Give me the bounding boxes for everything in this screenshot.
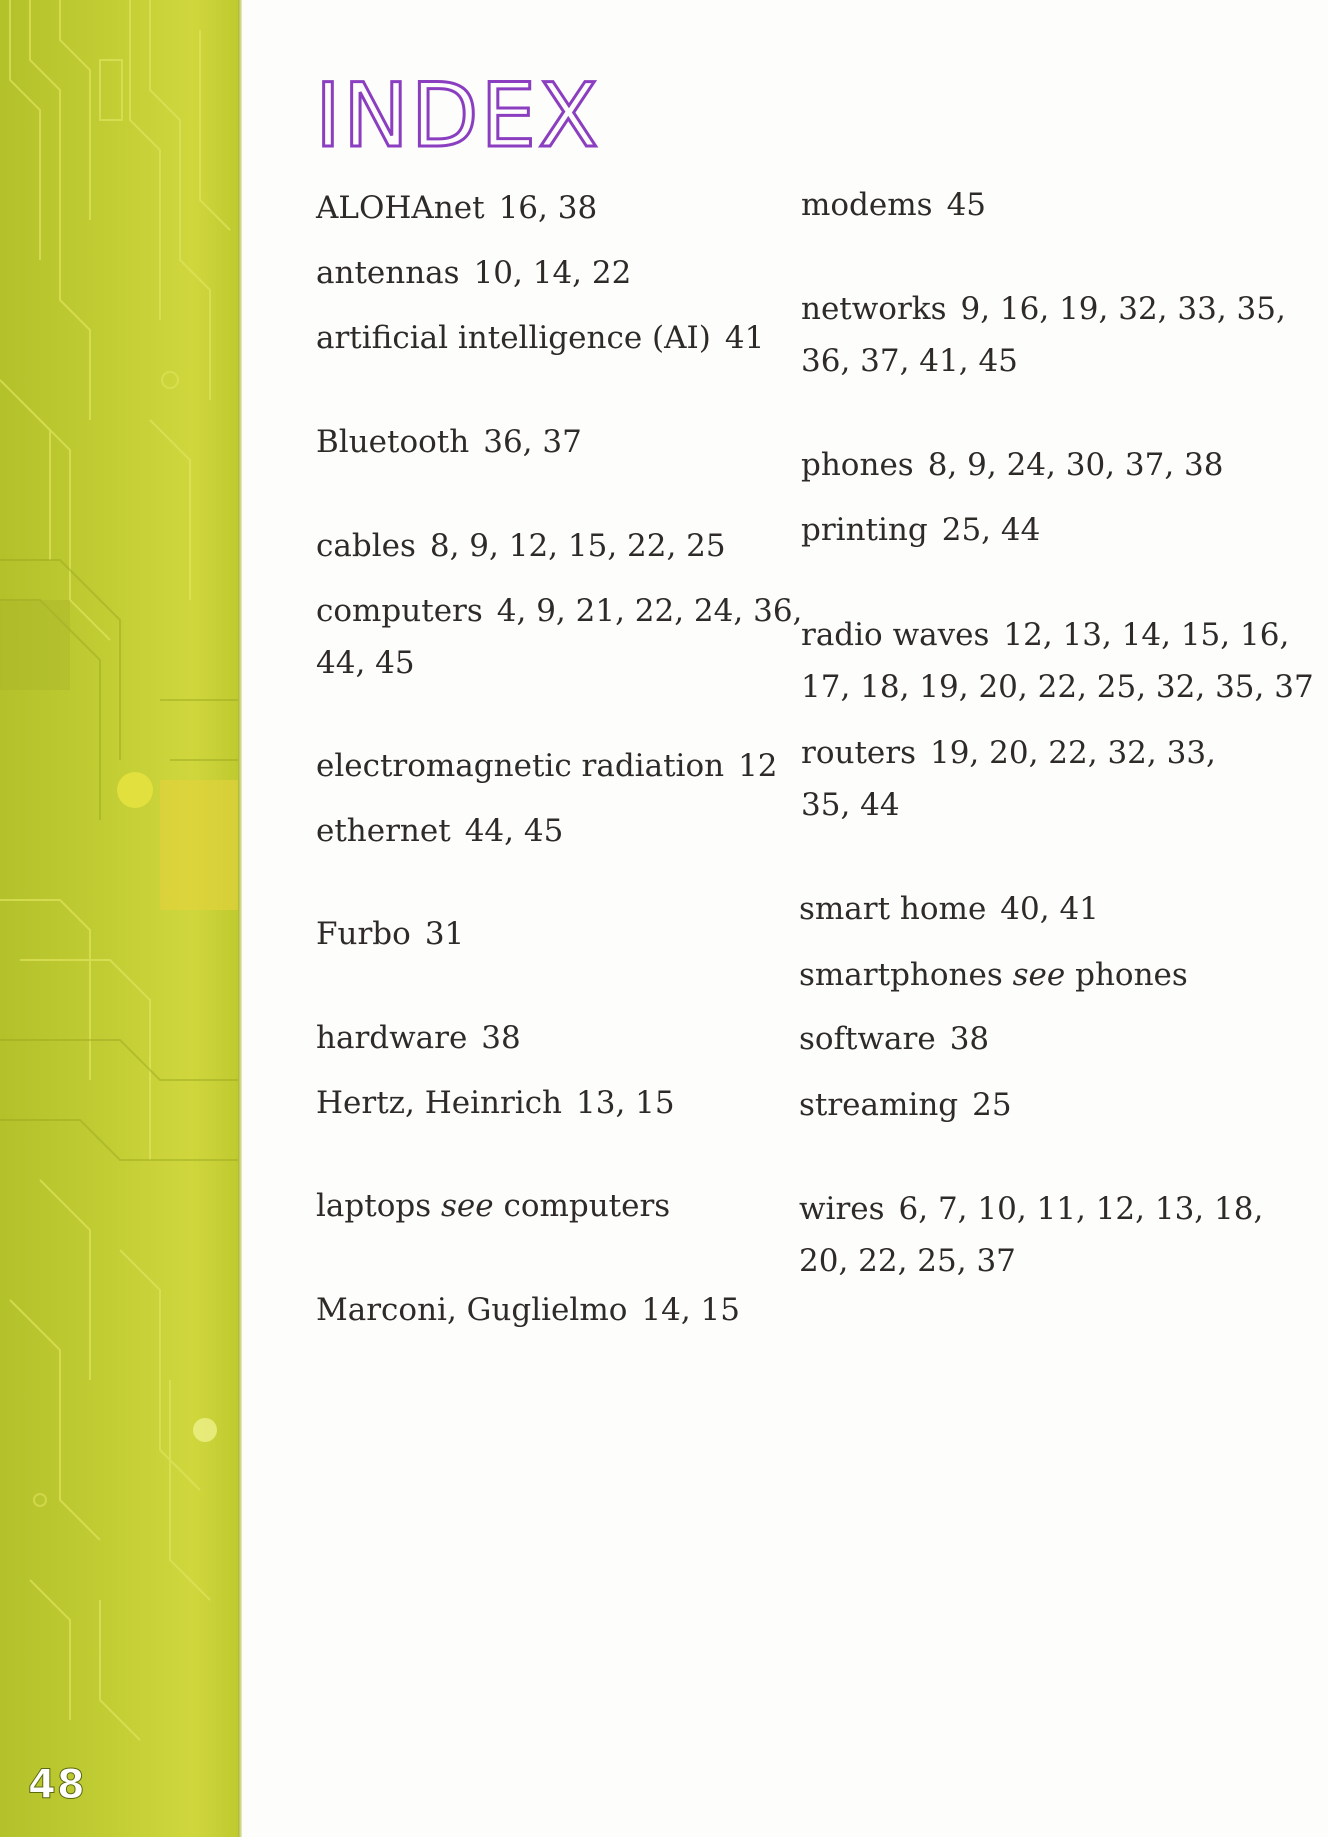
entry-term: smart home xyxy=(799,891,987,927)
index-entry-cables xyxy=(316,520,726,572)
side-strip-circuit-decoration xyxy=(0,0,240,1837)
entry-term: ALOHAnet xyxy=(316,190,485,226)
index-entry-networks xyxy=(801,283,1286,387)
entry-pages-continued: 35, 44 xyxy=(801,787,900,823)
entry-pages: 12, 13, 14, 15, 16, xyxy=(1003,617,1290,653)
entry-pages-continued: 44, 45 xyxy=(316,645,415,681)
strip-edge-divider xyxy=(238,0,242,1837)
entry-term: artificial intelligence (AI) xyxy=(316,320,711,356)
entry-pages: 44, 45 xyxy=(464,813,564,849)
entry-see: see xyxy=(1012,957,1066,993)
index-entry-wires xyxy=(799,1183,1263,1287)
index-title: INDEX xyxy=(315,64,601,167)
entry-term: radio waves xyxy=(801,617,990,653)
index-entry-ethernet xyxy=(316,805,563,857)
entry-term: hardware xyxy=(316,1020,468,1056)
entry-term: antennas xyxy=(316,255,460,291)
entry-line-1 xyxy=(801,283,1286,335)
entry-see: see xyxy=(440,1188,494,1224)
entry-pages: 14, 15 xyxy=(641,1292,740,1328)
entry-pages: 16, 38 xyxy=(498,190,598,226)
entry-pages-continued: 20, 22, 25, 37 xyxy=(799,1243,1016,1279)
entry-pages: 8, 9, 12, 15, 22, 25 xyxy=(429,528,726,564)
entry-cross-reference: computers xyxy=(503,1188,671,1224)
entry-term: laptops xyxy=(316,1188,432,1224)
entry-term: Bluetooth xyxy=(316,424,470,460)
index-entry-marconi-guglielmo xyxy=(316,1284,740,1336)
entry-pages: 45 xyxy=(946,187,987,223)
entry-pages: 36, 37 xyxy=(483,424,582,460)
entry-pages: 12 xyxy=(738,748,778,784)
entry-pages: 41 xyxy=(724,320,765,356)
entry-term: computers xyxy=(316,593,483,629)
index-entry-smartphones xyxy=(799,949,1188,1001)
entry-term: networks xyxy=(801,291,947,327)
index-entry-antennas xyxy=(316,247,631,299)
entry-line-1 xyxy=(801,727,1216,779)
index-entry-printing xyxy=(801,504,1040,556)
index-entry-modems xyxy=(801,179,986,231)
entry-pages: 10, 14, 22 xyxy=(473,255,632,291)
index-entry-computers xyxy=(316,585,802,689)
entry-term: Marconi, Guglielmo xyxy=(316,1292,628,1328)
index-entry-electromagnetic-radiation xyxy=(316,740,778,792)
entry-term: smartphones xyxy=(799,957,1003,993)
index-entry-routers xyxy=(801,727,1216,831)
entry-pages: 38 xyxy=(481,1020,521,1056)
page-number: 48 xyxy=(28,1762,86,1808)
index-entry-furbo xyxy=(316,908,464,960)
index-entry-software xyxy=(799,1013,989,1065)
entry-term: cables xyxy=(316,528,416,564)
entry-pages: 25, 44 xyxy=(941,512,1041,548)
index-entry-artificial-intelligence xyxy=(316,312,764,364)
entry-term: streaming xyxy=(799,1087,959,1123)
entry-term: modems xyxy=(801,187,933,223)
index-entry-radio-waves xyxy=(801,609,1314,713)
index-entry-streaming xyxy=(799,1079,1012,1131)
index-entry-smart-home xyxy=(799,883,1099,935)
index-entry-laptops xyxy=(316,1180,670,1232)
entry-pages: 13, 15 xyxy=(576,1085,675,1121)
entry-pages: 8, 9, 24, 30, 37, 38 xyxy=(927,447,1224,483)
index-entry-bluetooth xyxy=(316,416,582,468)
entry-term: printing xyxy=(801,512,928,548)
entry-cross-reference: phones xyxy=(1075,957,1188,993)
entry-pages: 25 xyxy=(972,1087,1012,1123)
index-entry-phones xyxy=(801,439,1223,491)
entry-pages: 38 xyxy=(949,1021,990,1057)
entry-term: routers xyxy=(801,735,916,771)
entry-pages: 6, 7, 10, 11, 12, 13, 18, xyxy=(898,1191,1264,1227)
entry-term: Furbo xyxy=(316,916,411,952)
entry-pages: 4, 9, 21, 22, 24, 36, xyxy=(496,593,803,629)
entry-pages-continued: 36, 37, 41, 45 xyxy=(801,343,1018,379)
entry-pages: 9, 16, 19, 32, 33, 35, xyxy=(960,291,1286,327)
entry-pages: 19, 20, 22, 32, 33, xyxy=(929,735,1216,771)
entry-term: phones xyxy=(801,447,914,483)
circuit-pattern-graphic xyxy=(0,0,240,1837)
index-entry-hertz-heinrich xyxy=(316,1077,675,1129)
entry-pages: 31 xyxy=(424,916,465,952)
entry-line-1 xyxy=(316,585,802,637)
entry-line-1 xyxy=(801,609,1314,661)
entry-term: software xyxy=(799,1021,936,1057)
entry-term: electromagnetic radiation xyxy=(316,748,725,784)
index-entry-alohanet xyxy=(316,182,597,234)
entry-line-1 xyxy=(799,1183,1263,1235)
index-entry-hardware xyxy=(316,1012,521,1064)
entry-term: ethernet xyxy=(316,813,451,849)
entry-term: wires xyxy=(799,1191,885,1227)
entry-term: Hertz, Heinrich xyxy=(316,1085,563,1121)
entry-pages: 40, 41 xyxy=(1000,891,1099,927)
entry-pages-continued: 17, 18, 19, 20, 22, 25, 32, 35, 37 xyxy=(801,669,1314,705)
